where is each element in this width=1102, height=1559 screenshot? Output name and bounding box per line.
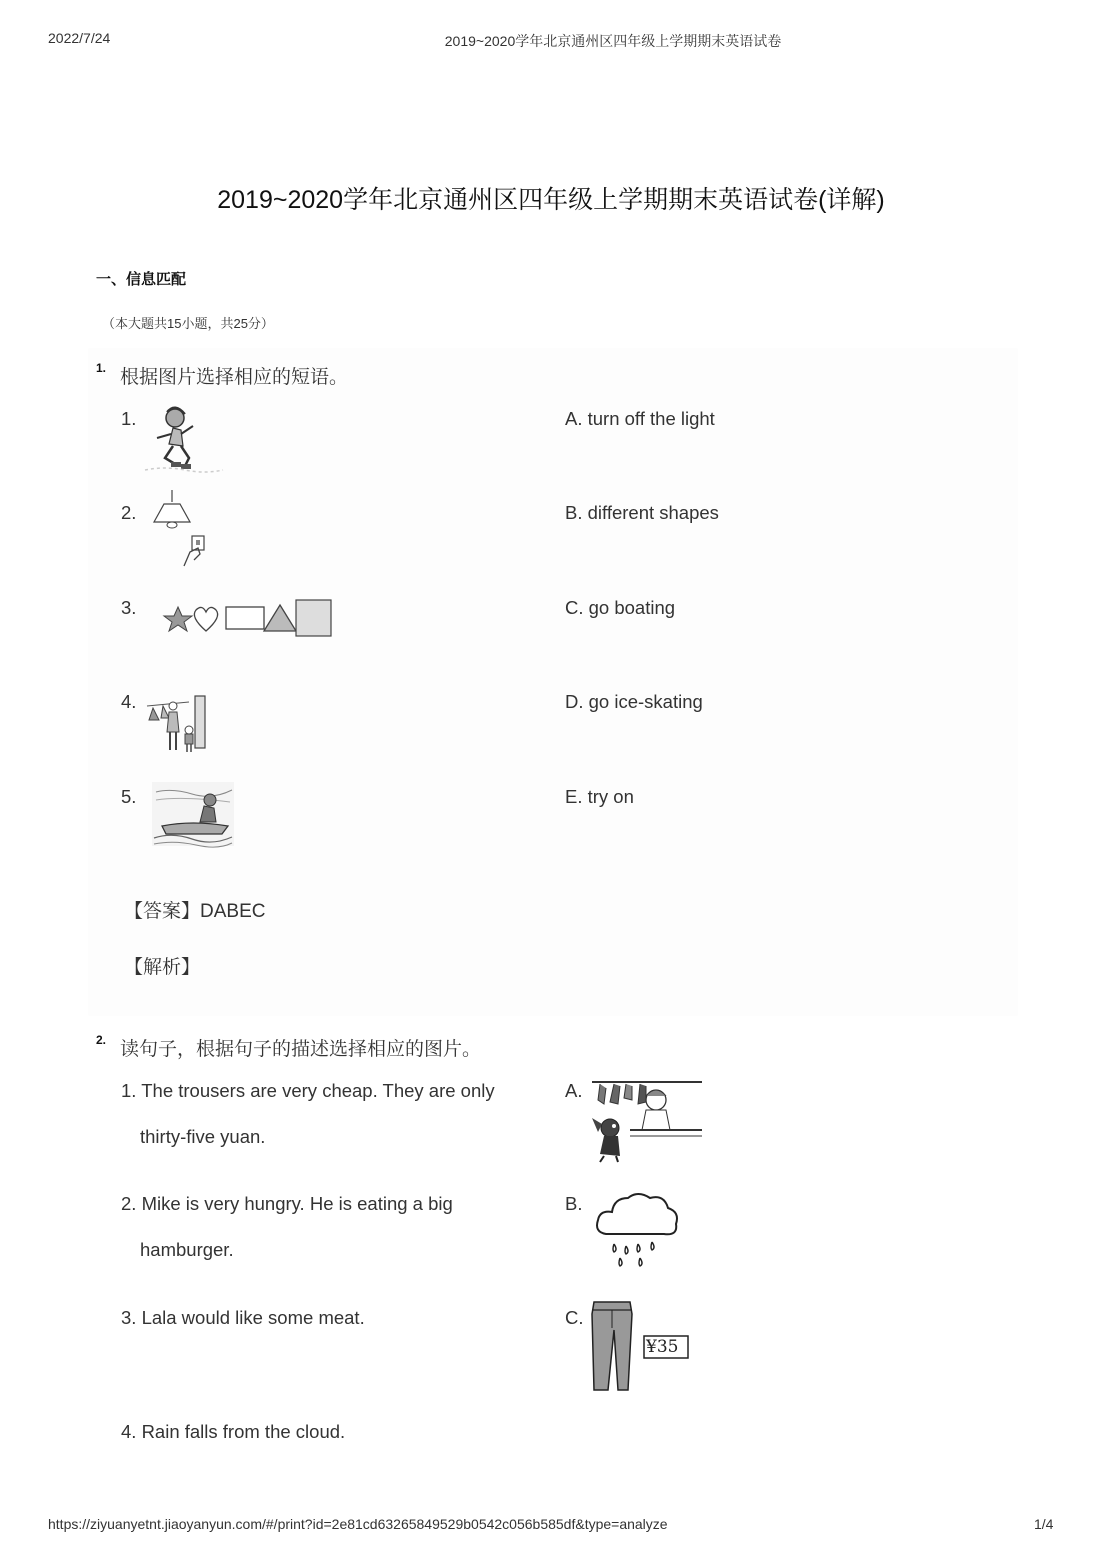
answer-text: 【答案】DABEC	[124, 901, 266, 922]
analysis-label: 【解析】	[124, 957, 201, 978]
shapes-icon	[140, 595, 335, 639]
q1-item-label: 2.	[121, 502, 137, 523]
question-number: 1.	[96, 361, 107, 375]
q1-option: D. go ice-skating	[565, 691, 703, 712]
footer-url[interactable]: https://ziyuanyetnt.jiaoyanyun.com/#/print?id=2e81cd63265849529b0542c056b585df&type=analyze	[48, 1516, 668, 1532]
rain-cloud-icon	[592, 1188, 684, 1272]
butcher-shop-icon	[590, 1078, 704, 1164]
section-heading: 一、信息匹配	[96, 271, 187, 288]
q2-sentence: 4. Rain falls from the cloud.	[121, 1421, 346, 1442]
q2-sentence: 2. Mike is very hungry. He is eating a big	[121, 1193, 453, 1214]
q1-item-label: 4.	[121, 691, 137, 712]
boating-icon	[152, 782, 236, 848]
q1-option: A. turn off the light	[565, 408, 715, 429]
q2-picture-label: A.	[565, 1080, 583, 1101]
q1-item-label: 5.	[121, 786, 137, 807]
page-number: 1/4	[1034, 1516, 1054, 1532]
q2-picture-label: C.	[565, 1307, 584, 1328]
price-tag: ¥35	[646, 1337, 679, 1357]
q1-option: B. different shapes	[565, 502, 719, 523]
q1-option: E. try on	[565, 786, 634, 807]
question-number: 2.	[96, 1033, 107, 1047]
lamp-switch-icon	[148, 490, 218, 570]
q2-sentence-cont: hamburger.	[140, 1239, 234, 1260]
page-title: 2019~2020学年北京通州区四年级上学期期末英语试卷(详解)	[217, 186, 885, 214]
q2-picture-label: B.	[565, 1193, 583, 1214]
q2-sentence-cont: thirty-five yuan.	[140, 1126, 266, 1147]
section-note: （本大题共15小题，共25分）	[102, 316, 274, 331]
question-prompt: 读句子，根据句子的描述选择相应的图片。	[120, 1039, 482, 1060]
q1-option: C. go boating	[565, 597, 676, 618]
q1-item-label: 1.	[121, 408, 137, 429]
question-prompt: 根据图片选择相应的短语。	[120, 367, 349, 388]
q1-item-label: 3.	[121, 597, 137, 618]
header-title: 2019~2020学年北京通州区四年级上学期期末英语试卷	[444, 33, 782, 49]
q2-sentence: 1. The trousers are very cheap. They are only	[121, 1080, 495, 1101]
q2-sentence: 3. Lala would like some meat.	[121, 1307, 365, 1328]
ice-skating-child-icon	[145, 404, 225, 476]
clothes-shop-icon	[145, 692, 211, 758]
header-date: 2022/7/24	[48, 30, 111, 46]
